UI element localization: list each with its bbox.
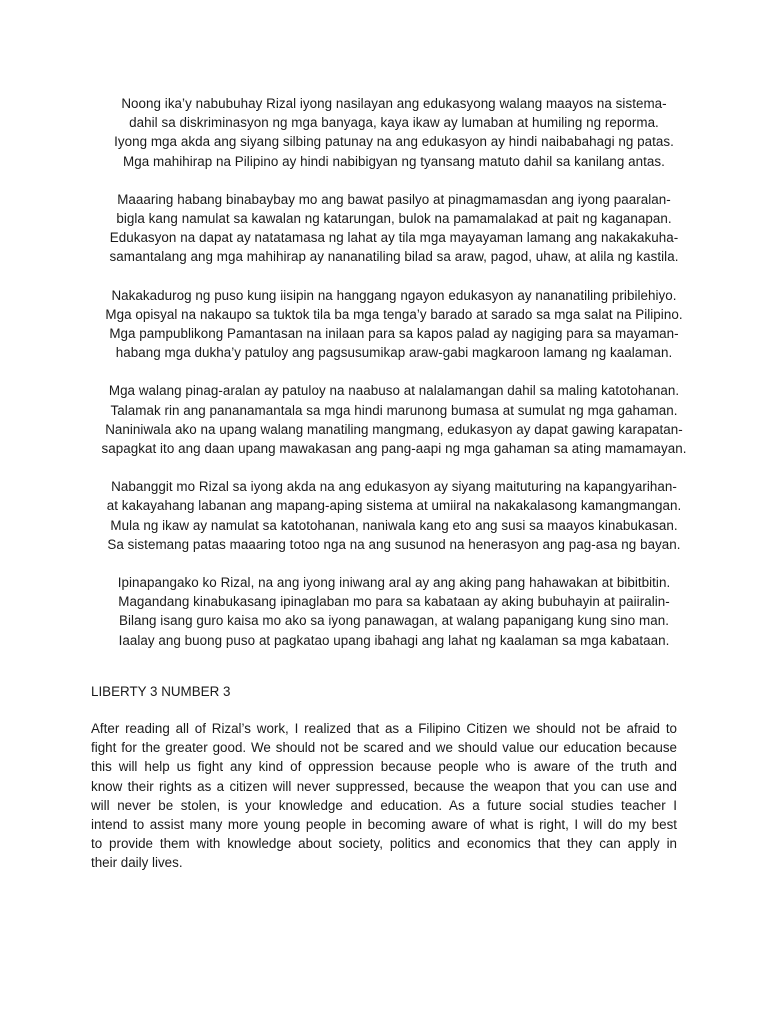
- poem-line: Mga pampublikong Pamantasan na inilaan para sa kapos palad ay nagiging para sa mayaman-: [109, 326, 679, 342]
- poem-line: Noong ika’y nabubuhay Rizal iyong nasilayan ang edukasyong walang maayos na sistema-: [121, 96, 667, 111]
- poem-line: sapagkat ito ang daan upang mawakasan ang pang-aapi ng mga gahaman sa ating mamamayan.: [101, 441, 687, 457]
- poem: [80, 94, 708, 669]
- poem-stanza-3: [80, 286, 708, 363]
- poem-line: Maaaring habang binabaybay mo ang bawat pasilyo at pinagmamasdan ang iyong paaralan-: [117, 191, 671, 207]
- section-title: LIBERTY 3 NUMBER 3: [91, 684, 231, 699]
- essay-paragraph: [91, 719, 677, 873]
- poem-line: Bilang isang guro kaisa mo ako sa iyong panawagan, at walang papanigang kung sino man.: [119, 613, 669, 629]
- poem-line: Iaalay ang buong puso at pagkatao upang ibahagi ang lahat ng kaalaman sa mga kabataan.: [118, 632, 670, 648]
- essay-line: After reading all of Rizal’s work, I realized that as a Filipino Citizen we should not be afraid to: [91, 721, 677, 736]
- poem-stanza-4: [80, 381, 708, 458]
- poem-line: Ipinapangako ko Rizal, na ang iyong iniwang aral ay ang aking pang hahawakan at bibitbitin.: [117, 575, 671, 591]
- essay-line: know their rights as a citizen will never suppressed, because the weapon that you can use and: [91, 778, 677, 794]
- essay-line: their daily lives.: [91, 855, 183, 871]
- poem-line: Mga mahihirap na Pilipino ay hindi nabibigyan ng tyansang matuto dahil sa kanilang antas.: [123, 153, 665, 169]
- essay-line: this will help us fight any kind of oppression because people who is aware of the truth and: [91, 759, 677, 775]
- poem-line: Edukasyon na dapat ay natatamasa ng lahat ay tila mga mayayaman lamang ang nakakakuha-: [109, 230, 679, 246]
- essay-line: to provide them with knowledge about society, politics and economics that they can apply in: [91, 836, 677, 852]
- poem-line: samantalang ang mga mahihirap ay nananatiling bilad sa araw, pagod, uhaw, at alila ng kastila.: [109, 249, 679, 265]
- poem-line: Naniniwala ako na upang walang manatiling mangmang, edukasyon ay dapat gawing karapatan-: [105, 421, 683, 437]
- essay-line: fight for the greater good. We should not be scared and we should value our education because: [91, 740, 677, 756]
- poem-line: bigla kang namulat sa kawalan ng katarungan, bulok na pamamalakad at pait ng kaganapan.: [116, 211, 672, 227]
- poem-stanza-5: [80, 477, 708, 554]
- poem-line: Mga walang pinag-aralan ay patuloy na naabuso at nalalamangan dahil sa maling katotohanan.: [108, 383, 680, 399]
- poem-line: dahil sa diskriminasyon ng mga banyaga, kaya ikaw ay lumaban at humiling ng reporma.: [129, 115, 659, 131]
- poem-line: Iyong mga akda ang siyang silbing patunay na ang edukasyon ay hindi naibabahagi ng patas.: [114, 134, 674, 150]
- essay-line: intend to assist many more young people in becoming aware of what is right, I will do my best: [91, 817, 677, 833]
- poem-line: Sa sistemang patas maaaring totoo nga na ang susunod na henerasyon ang pag-asa ng bayan.: [107, 536, 681, 552]
- poem-line: Nakakadurog ng puso kung iisipin na hanggang ngayon edukasyon ay nananatiling pribilehiyo.: [111, 287, 677, 303]
- poem-line: Mga opisyal na nakaupo sa tuktok tila ba mga tenga’y barado at sarado sa mga salat na Pilipino.: [105, 306, 683, 322]
- essay-line: will never be stolen, is your knowledge and education. As a future social studies teacher I: [91, 797, 677, 813]
- poem-line: Mula ng ikaw ay namulat sa katotohanan, naniwala kang eto ang susi sa maayos kinabukasan.: [110, 517, 678, 533]
- poem-stanza-6: [80, 573, 708, 650]
- poem-stanza-2: [80, 190, 708, 267]
- poem-line: Magandang kinabukasang ipinaglaban mo para sa kabataan ay aking bubuhayin at paiiralin-: [118, 594, 670, 610]
- poem-stanza-1: [80, 94, 708, 171]
- poem-line: habang mga dukha’y patuloy ang pagsusumikap araw-gabi magkaroon lamang ng kaalaman.: [115, 345, 673, 361]
- poem-line: at kakayahang labanan ang mapang-aping sistema at umiiral na nakakalasong kamangmangan.: [106, 498, 682, 514]
- poem-line: Nabanggit mo Rizal sa iyong akda na ang edukasyon ay siyang maituturing na kapangyarihan-: [111, 479, 677, 495]
- poem-line: Talamak rin ang pananamantala sa mga hindi marunong bumasa at sumulat ng mga gahaman.: [110, 402, 678, 418]
